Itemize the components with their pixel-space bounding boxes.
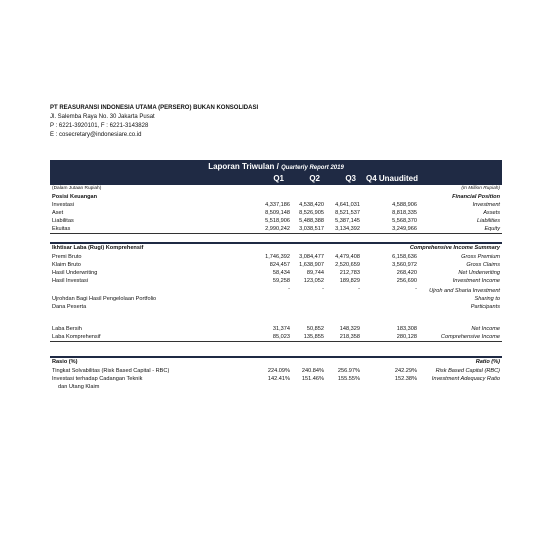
sharia-label-id-line1: Ujrohdan Bagi Hasil Pengelolaan Portfolio	[52, 296, 157, 302]
section-title-id: Rasio (%)	[52, 359, 78, 365]
row-label-id: Tingkat Solvabilitas (Risk Based Capital - RBC)	[52, 368, 170, 374]
row-label-id: Aset	[52, 210, 64, 216]
sharia-row	[50, 288, 502, 317]
col-header-q1: Q1	[273, 174, 284, 183]
row-label-en: Assets	[483, 210, 500, 216]
sharia-label-en-line1: Ujroh and Sharia Investment	[429, 288, 500, 294]
row-label-en: Investment Income	[452, 278, 500, 284]
table-row	[50, 333, 502, 342]
sharia-label-en	[410, 287, 500, 311]
report-document	[50, 104, 502, 391]
cell-q4: 152.38%	[394, 376, 417, 382]
col-header-q4: Q4 Unaudited	[365, 174, 418, 183]
cell-q3: 155.55%	[337, 376, 360, 382]
cell-q1: 2,990,242	[265, 226, 290, 232]
company-name: PT REASURANSI INDONESIA UTAMA (PERSERO) BUKAN KONSOLIDASI	[50, 105, 259, 111]
ratio-rows	[50, 367, 502, 391]
sharia-label-id	[52, 295, 202, 311]
section-title-en: Financial Position	[452, 194, 500, 200]
cell-q3: 4,641,031	[335, 202, 360, 208]
row-label-en: Risk Based Capital (RBC)	[435, 368, 500, 374]
row-label-id: Investasi terhadap Cadangan Teknik	[52, 376, 143, 382]
row-label-id: Ekuitas	[52, 226, 71, 232]
row-label-en: Equity	[484, 226, 500, 232]
cell-q3: 148,329	[339, 326, 360, 332]
row-label-en: Net Income	[471, 326, 500, 332]
row-label-id-line2: dan Utang Klaim	[58, 384, 100, 390]
report-title-id: Laporan Triwulan /	[208, 162, 279, 171]
table-row	[50, 269, 502, 277]
cell-q3: 3,134,392	[335, 226, 360, 232]
table-row	[50, 209, 502, 217]
section-title-id: Ikhtisar Laba (Rugi) Komprehensif	[52, 245, 144, 251]
cell-q4: 280,128	[396, 334, 417, 340]
table-row	[50, 261, 502, 269]
cell-q3: -	[358, 286, 360, 292]
sharia-label-en-line3: Participants	[470, 304, 500, 310]
cell-q1: 8,509,148	[265, 210, 290, 216]
cell-q2: 151.46%	[301, 376, 324, 382]
table-row	[50, 253, 502, 261]
row-label-id: Laba Komprehensif	[52, 334, 101, 340]
row-label-id: Hasil Underwriting	[52, 270, 98, 276]
cell-q4: 256,690	[396, 278, 417, 284]
cell-q1: -	[288, 286, 290, 292]
cell-q4: 4,588,906	[392, 202, 417, 208]
income-total-rows	[50, 325, 502, 342]
company-address: Jl. Salemba Raya No. 30 Jakarta Pusat	[50, 114, 155, 120]
row-label-id: Liabilitas	[52, 218, 74, 224]
cell-q1: 142.41%	[267, 376, 290, 382]
cell-q2: -	[322, 286, 324, 292]
cell-q2: 123,052	[303, 278, 324, 284]
table-row	[50, 277, 502, 285]
row-label-en: Comprehensive Income	[440, 334, 500, 340]
cell-q3: 212,783	[339, 270, 360, 276]
report-title	[50, 162, 502, 171]
row-label-id: Laba Bersih	[52, 326, 82, 332]
table-row	[50, 201, 502, 209]
company-email: E : cosecretary@indonesiare.co.id	[50, 132, 142, 138]
cell-q1: 58,434	[272, 270, 290, 276]
col-header-q2: Q2	[309, 174, 320, 183]
cell-q2: 5,488,388	[299, 218, 324, 224]
cell-q3: 218,358	[339, 334, 360, 340]
cell-q1: 31,374	[272, 326, 290, 332]
company-header	[50, 104, 502, 140]
row-label-id: Hasil Investasi	[52, 278, 89, 284]
cell-q1: 224.09%	[267, 368, 290, 374]
cell-q3: 189,829	[339, 278, 360, 284]
cell-q3: 5,387,145	[335, 218, 360, 224]
section-header-position	[50, 193, 502, 201]
row-label-en: Gross Claims	[466, 262, 500, 268]
cell-q4: 3,560,972	[392, 262, 417, 268]
cell-q4: 6,158,636	[392, 254, 417, 260]
cell-q4: 5,568,370	[392, 218, 417, 224]
cell-q3: 4,479,408	[335, 254, 360, 260]
unit-en: (In Million Rupiah)	[461, 186, 500, 191]
company-phone: P : 6221-3920101, F : 6221-3143828	[50, 123, 149, 129]
section-title-en: Ratio (%)	[475, 359, 500, 365]
cell-q3: 8,521,537	[335, 210, 360, 216]
section-header-income	[50, 242, 502, 253]
cell-q1: 4,337,186	[265, 202, 290, 208]
cell-q1: 1,746,392	[265, 254, 290, 260]
row-label-id: Investasi	[52, 202, 75, 208]
cell-q3: 2,520,659	[335, 262, 360, 268]
section-header-ratio	[50, 356, 502, 367]
cell-q2: 89,744	[306, 270, 324, 276]
row-label-id: Klaim Bruto	[52, 262, 81, 268]
cell-q4: 3,249,966	[392, 226, 417, 232]
cell-q2: 4,538,420	[299, 202, 324, 208]
table-row	[50, 367, 502, 375]
sharia-label-en-line2: Sharing to	[474, 296, 500, 302]
cell-q4: -	[415, 286, 417, 292]
cell-q2: 135,855	[303, 334, 324, 340]
section-title-id: Posisi Keuangan	[52, 194, 98, 200]
cell-q1: 59,258	[272, 278, 290, 284]
row-label-en: Investment	[472, 202, 500, 208]
cell-q1: 85,023	[272, 334, 290, 340]
row-label-en: Liabilities	[476, 218, 500, 224]
cell-q4: 268,420	[396, 270, 417, 276]
cell-q4: 242.29%	[394, 368, 417, 374]
cell-q4: 183,308	[396, 326, 417, 332]
cell-q1: 824,457	[269, 262, 290, 268]
row-label-en: Gross Premium	[461, 254, 500, 260]
cell-q2: 3,084,477	[299, 254, 324, 260]
col-header-q3: Q3	[345, 174, 356, 183]
table-row	[50, 217, 502, 225]
report-title-en: Quarterly Report 2019	[281, 165, 344, 171]
cell-q2: 3,038,517	[299, 226, 324, 232]
report-title-bar	[50, 160, 502, 185]
cell-q2: 1,638,907	[299, 262, 324, 268]
row-label-en: Investment Adequacy Ratio	[431, 376, 500, 382]
cell-q4: 8,818,335	[392, 210, 417, 216]
row-label-en: Net Underwriting	[458, 270, 500, 276]
cell-q2: 8,526,905	[299, 210, 324, 216]
table-row	[50, 225, 502, 234]
financial-position-rows	[50, 201, 502, 234]
table-row	[50, 325, 502, 333]
table-row	[50, 375, 502, 391]
row-label-id: Premi Bruto	[52, 254, 82, 260]
unit-id: (Dalam Jutaan Rupiah)	[52, 186, 102, 191]
cell-q2: 240.84%	[301, 368, 324, 374]
cell-q1: 5,518,906	[265, 218, 290, 224]
cell-q3: 256.97%	[337, 368, 360, 374]
section-title-en: Comprehensive Income Summary	[409, 245, 500, 251]
unit-row	[50, 185, 502, 193]
cell-q2: 50,852	[306, 326, 324, 332]
sharia-label-id-line2: Dana Peserta	[52, 304, 87, 310]
